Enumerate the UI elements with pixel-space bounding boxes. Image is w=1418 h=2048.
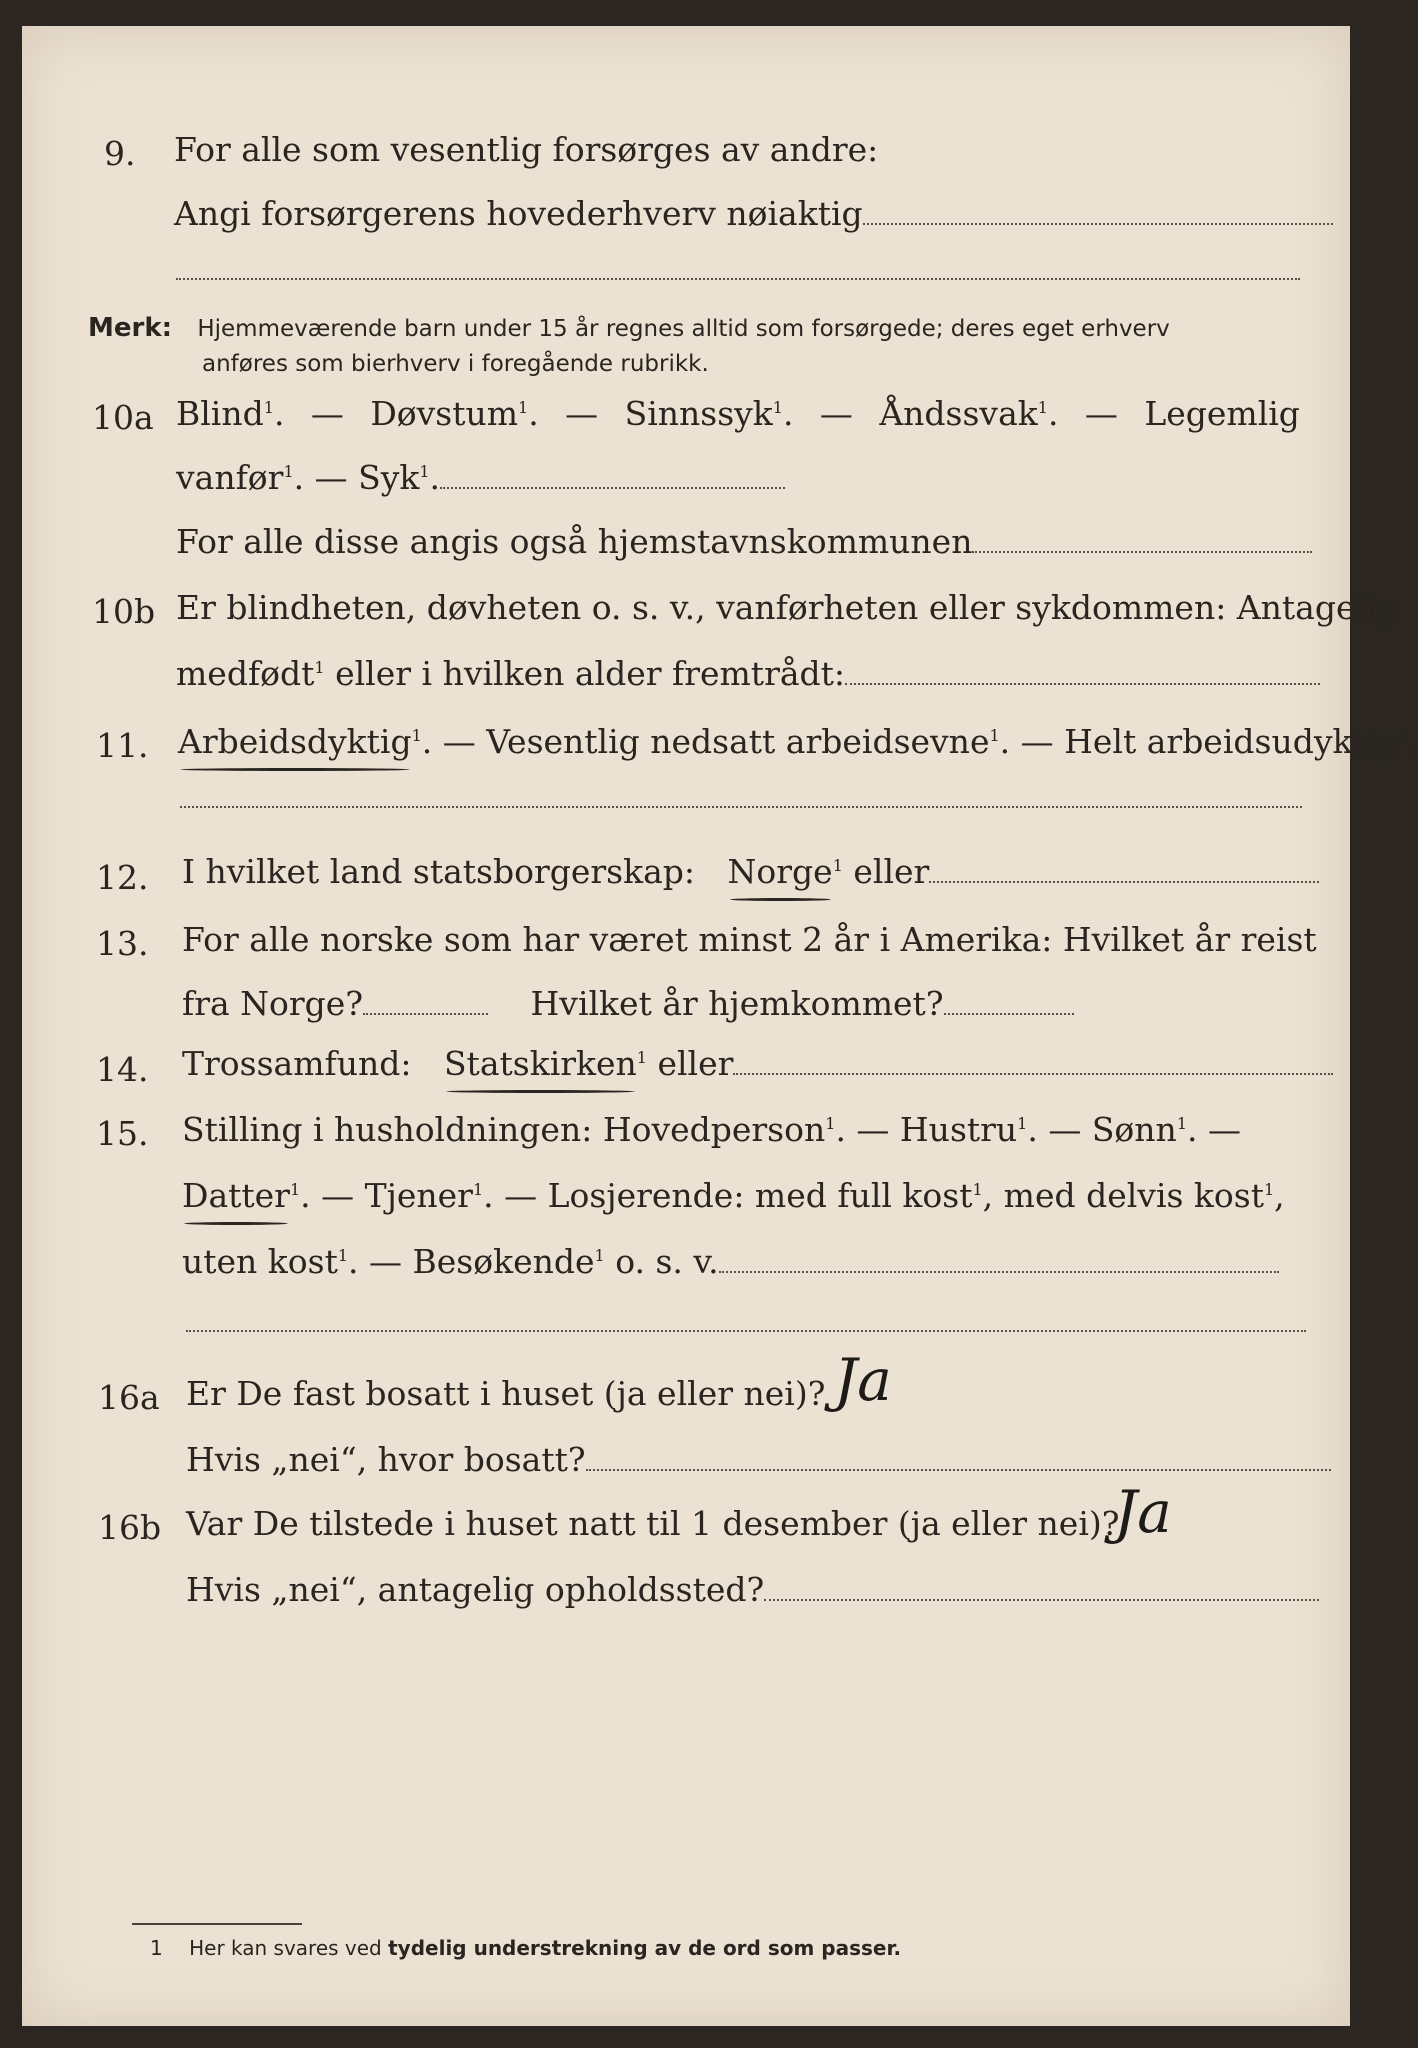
question-number-10a: 10a [92, 398, 154, 437]
merk-label: Merk: [88, 313, 173, 343]
opt-andssvak[interactable]: Åndssvak [879, 394, 1038, 433]
question-number-12: 12. [96, 858, 149, 897]
opt-sinnssyk[interactable]: Sinnssyk [624, 394, 773, 433]
q9-line-2-text: Angi forsørgerens hovederhverv nøiaktig [174, 194, 863, 233]
q13-line-2: fra Norge? Hvilket år hjemkommet? [182, 984, 1074, 1024]
q14-answer-line[interactable] [733, 1073, 1333, 1075]
q10b-line-2: medfødt$^1$ eller i hvilken alder fremtrådt: [176, 654, 1320, 694]
q16b-line-1: Var De tilstede i huset natt til 1 desember (ja eller nei)? [186, 1504, 1120, 1543]
q10a-line-3 [176, 522, 1312, 562]
question-number-15: 15. [96, 1114, 149, 1153]
opt-datter-underlined[interactable]: Datter [182, 1176, 290, 1215]
footnote-mark: 1 [150, 1936, 163, 1960]
opt-syk[interactable]: Syk [358, 458, 420, 497]
q10a-line-2: vanfør$^1$. — Syk$^1$. [176, 458, 785, 498]
q13-hjemkommet-line[interactable] [944, 1013, 1074, 1015]
opt-vanfor[interactable]: vanfør [176, 458, 284, 497]
q16b-handwritten-answer: Ja [1114, 1478, 1172, 1546]
opt-arbeidsdyktig-underlined[interactable]: Arbeidsdyktig [178, 722, 412, 761]
q9-line-2 [174, 194, 1333, 234]
opt-vesentlig-nedsatt[interactable]: . — Vesentlig nedsatt arbeidsevne [421, 722, 990, 761]
q13-line-1: For alle norske som har været minst 2 år i Amerika: Hvilket år reist [182, 920, 1317, 959]
q10a-line-3-text: For alle disse angis også hjemstavnskommunen [176, 522, 973, 561]
question-number-13: 13. [96, 924, 149, 963]
q9-line-1: For alle som vesentlig forsørges av andre: [174, 130, 879, 169]
q16b-line-2: Hvis „nei“, antagelig opholdssted? [186, 1570, 1319, 1610]
q15-line-2: Datter$^1$. — Tjener$^1$. — Losjerende: med full kost$^1$, med delvis kost$^1$, [182, 1176, 1285, 1215]
question-number-11: 11. [96, 726, 149, 765]
opt-blind[interactable]: Blind [176, 394, 264, 433]
q14-line: Trossamfund: Statskirken$^1$ eller [182, 1044, 1333, 1084]
q11-line-1: Arbeidsdyktig$^1$. — Vesentlig nedsatt arbeidsevne$^1$. — Helt arbeidsudyktig$^1$. [178, 722, 1418, 761]
opt-medfodt[interactable]: medfødt [176, 654, 315, 693]
q10b-line-1: Er blindheten, døvheten o. s. v., vanførheten eller sykdommen: Antagelig [176, 588, 1398, 627]
q10b-alder-line[interactable] [845, 683, 1320, 685]
q12-line: I hvilket land statsborgerskap: Norge$^1$ eller [182, 852, 1319, 892]
q9-answer-line[interactable] [863, 223, 1333, 225]
q16a-line-1: Er De fast bosatt i huset (ja eller nei)? [186, 1374, 826, 1413]
q16a-line-2: Hvis „nei“, hvor bosatt? [186, 1440, 1331, 1480]
merk-text-2: anføres som bierhverv i foregående rubrikk. [202, 351, 709, 377]
q16b-opholdssted-line[interactable] [764, 1599, 1319, 1601]
footnote: 1 Her kan svares ved tydelig understrekning av de ord som passer. [150, 1936, 902, 1960]
merk-text-1: Hjemmeværende barn under 15 år regnes alltid som forsørgede; deres eget erhverv [197, 316, 1170, 342]
opt-dovstum[interactable]: Døvstum [370, 394, 519, 433]
question-number-16a: 16a [98, 1378, 160, 1417]
footnote-rule [132, 1923, 302, 1925]
q16a-handwritten-answer: Ja [834, 1346, 892, 1414]
question-number-9: 9. [104, 134, 136, 173]
question-number-14: 14. [96, 1050, 149, 1089]
census-form-page [22, 26, 1418, 2026]
merk-note-line-1 [88, 310, 1170, 347]
opt-norge-underlined[interactable]: Norge [727, 852, 833, 891]
q10a-kommune-line[interactable] [972, 551, 1312, 553]
q13-reist-line[interactable] [363, 1013, 488, 1015]
question-number-16b: 16b [98, 1508, 162, 1547]
q15-answer-line[interactable] [719, 1271, 1279, 1273]
q15-line-3: uten kost$^1$. — Besøkende$^1$ o. s. v. [182, 1242, 1279, 1282]
opt-statskirken-underlined[interactable]: Statskirken [443, 1044, 637, 1083]
q10a-line-1: Blind$^1$. — Døvstum$^1$. — Sinnssyk$^1$. — Åndssvak$^1$. — Legemlig [176, 394, 1300, 433]
q12-answer-line[interactable] [929, 881, 1319, 883]
opt-helt-udyktig[interactable]: . — Helt arbeidsudyktig [999, 722, 1398, 761]
question-number-10b: 10b [92, 592, 156, 631]
q16a-bosatt-line[interactable] [586, 1469, 1331, 1471]
q15-answer-line-2[interactable] [186, 1330, 1306, 1332]
q9-answer-line-2[interactable] [176, 278, 1300, 280]
q15-line-1: Stilling i husholdningen: Hovedperson$^1$. — Hustru$^1$. — Sønn$^1$. — [182, 1110, 1241, 1149]
q10a-syk-line[interactable] [440, 487, 785, 489]
q11-answer-line[interactable] [180, 806, 1302, 808]
opt-legemlig[interactable]: Legemlig [1144, 394, 1300, 433]
